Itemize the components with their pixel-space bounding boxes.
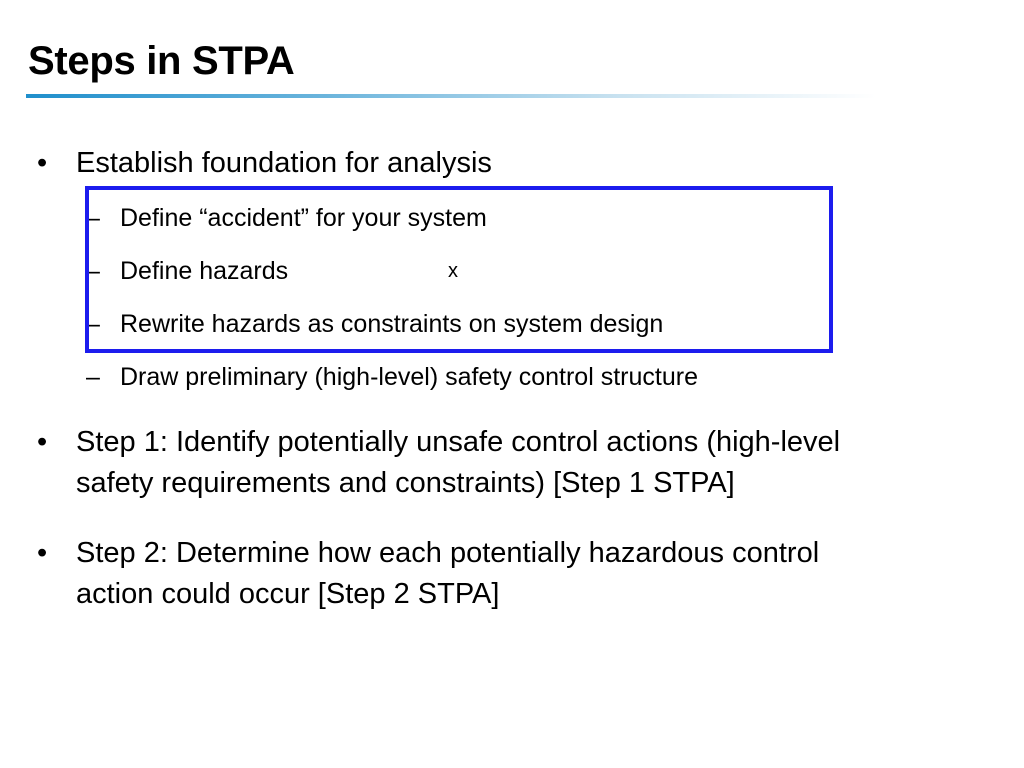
sub-item-text: Define hazards xyxy=(120,257,289,285)
bullet-marker: • xyxy=(37,537,48,569)
sub-item-text: Draw preliminary (high-level) safety control structure xyxy=(120,363,698,391)
dash-marker: – xyxy=(86,310,100,338)
dash-marker: – xyxy=(86,363,100,391)
x-annotation: x xyxy=(448,260,458,282)
bullet-text: Step 1: Identify potentially unsafe control actions (high-level safety requirements and constraints) [Step 1 STPA] xyxy=(76,426,841,499)
dash-marker: – xyxy=(86,204,100,232)
bullet-marker: • xyxy=(37,147,48,179)
bullet-text: Step 2: Determine how each potentially hazardous control action could occur [Step 2 STPA] xyxy=(76,537,820,610)
highlight-box xyxy=(85,186,833,353)
bullet-text: Establish foundation for analysis xyxy=(76,147,492,179)
dash-marker: – xyxy=(86,257,100,285)
sub-item-text: Rewrite hazards as constraints on system design xyxy=(120,310,664,338)
bullet-marker: • xyxy=(37,426,48,458)
title-divider xyxy=(26,94,876,98)
sub-item-text: Define “accident” for your system xyxy=(120,204,487,232)
slide-title: Steps in STPA xyxy=(28,39,295,83)
